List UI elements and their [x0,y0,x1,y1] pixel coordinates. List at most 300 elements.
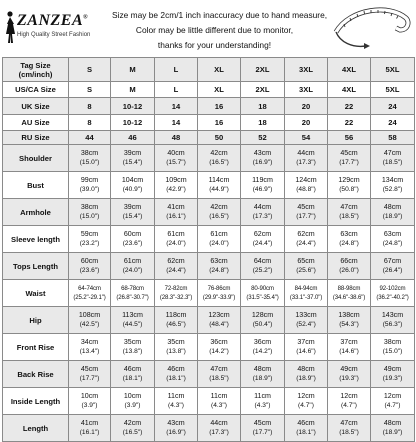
inch-value: (18.1") [122,375,143,382]
size-cell: 24 [371,115,415,131]
inch-value: (18.5") [339,213,359,220]
measurement-cell [285,145,328,172]
cm-value: 42cm [210,203,228,211]
header [0,0,416,56]
row-label: Tops Length [3,253,69,280]
size-cell: 8 [69,98,111,115]
brand-logo [3,10,113,50]
cm-value: 129cm [338,176,360,184]
inch-value: (16.5") [122,429,143,436]
measure-row [3,361,415,388]
cm-value: 113cm [122,311,143,319]
cm-value: 63cm [210,257,228,265]
measurement-cell [285,172,328,199]
inch-value: (4.7") [298,402,314,409]
size-cell: 52 [241,131,285,145]
inch-value: (19.3") [339,375,359,382]
size-cell: 20 [285,115,328,131]
measurement-cell [285,253,328,280]
cm-value: 47cm [210,365,228,373]
inch-value: (4.3") [254,402,271,409]
size-cell: 18 [241,115,285,131]
cm-value: 138cm [338,311,360,319]
row-label: Inside Length [3,388,69,415]
size-cell: 54 [285,131,328,145]
inch-value: (14.6") [339,348,359,355]
inch-value: (34.6"-38.6") [332,294,366,301]
size-cell: 22 [328,115,371,131]
measure-row [3,334,415,361]
inch-value: (15.0") [382,348,403,355]
measurement-cell [155,280,198,307]
size-chart-table [2,57,415,442]
row-label: Armhole [3,199,69,226]
measurement-cell [328,253,371,280]
row-label: Length [3,415,69,442]
cm-value: 45cm [253,419,272,427]
cm-value: 64-74cm [78,285,101,292]
cm-value: 12cm [340,392,358,400]
inch-value: (33.1"-37.0") [289,294,323,301]
cm-value: 43cm [167,419,185,427]
measurement-cell [69,172,111,199]
cm-value: 109cm [165,176,187,184]
size-cell: M [111,82,155,98]
size-cell: 16 [198,115,241,131]
inch-value: (13.8") [166,348,186,355]
cm-value: 42cm [210,149,228,157]
measurement-cell [198,145,241,172]
inch-value: (24.4") [166,267,186,274]
cm-value: 104cm [121,176,144,184]
measure-row [3,415,415,442]
cm-value: 45cm [80,365,99,373]
measurement-cell [111,415,155,442]
measurement-cell [198,280,241,307]
size-header-row [3,58,415,82]
measurement-cell [285,415,328,442]
size-cell: 4XL [328,82,371,98]
row-label: Waist [3,280,69,307]
inch-value: (24.4") [296,240,316,247]
cm-value: 48cm [383,419,402,427]
size-cell: 14 [155,115,198,131]
cm-value: 99cm [80,176,99,184]
measurement-cell [371,172,415,199]
inch-value: (31.5"-35.4") [246,294,279,301]
cm-value: 46cm [123,365,142,373]
cm-value: 41cm [80,419,99,427]
measurement-cell [198,334,241,361]
row-label: Sleeve length [3,226,69,253]
measurement-cell [371,334,415,361]
measurement-cell [111,361,155,388]
measurement-cell [285,388,328,415]
size-cell: 3XL [285,58,328,82]
measurement-cell [111,307,155,334]
cm-value: 66cm [340,257,358,265]
cm-value: 133cm [295,311,317,319]
measurement-cell [371,307,415,334]
measurement-cell [69,307,111,334]
cm-value: 63cm [383,230,402,238]
inch-value: (17.3") [296,159,316,166]
size-cell: 3XL [285,82,328,98]
size-cell: 10-12 [111,98,155,115]
cm-value: 12cm [297,392,315,400]
inch-value: (4.3") [168,402,184,409]
cm-value: 67cm [383,257,402,265]
size-cell: L [155,58,198,82]
measurement-cell [371,415,415,442]
inch-value: (4.3") [211,402,227,409]
size-header-row [3,98,415,115]
inch-value: (18.5") [382,159,403,166]
inch-value: (39.0") [79,186,100,193]
cm-value: 42cm [123,419,142,427]
cm-value: 48cm [383,203,402,211]
cm-value: 38cm [80,149,99,157]
inch-value: (24.8") [209,267,229,274]
cm-value: 62cm [167,257,185,265]
inch-value: (17.3") [252,213,273,220]
inch-value: (14.2") [252,348,273,355]
measure-row [3,145,415,172]
cm-value: 11cm [210,392,228,400]
size-cell: XL [198,82,241,98]
measurement-cell [69,253,111,280]
size-cell: M [111,58,155,82]
cm-value: 68-78cm [121,285,144,292]
inch-value: (46.9") [252,186,273,193]
measurement-cell [155,226,198,253]
inch-value: (25.2") [252,267,273,274]
size-cell: XL [198,58,241,82]
cm-value: 44cm [210,419,228,427]
measurement-cell [155,199,198,226]
row-label: RU Size [3,131,69,145]
inch-value: (23.2") [79,240,100,247]
inch-value: (18.1") [166,375,186,382]
measurement-cell [328,280,371,307]
inch-value: (17.7") [296,213,316,220]
size-cell: 20 [285,98,328,115]
cm-value: 62cm [253,230,272,238]
inch-value: (16.1") [79,429,100,436]
cm-value: 118cm [165,311,187,319]
cm-value: 44cm [297,149,315,157]
inch-value: (4.7") [341,402,357,409]
measurement-cell [155,307,198,334]
inch-value: (13.8") [122,348,143,355]
brand-tagline: High Quality Street Fashion [17,32,91,38]
measurement-cell [69,388,111,415]
row-label: Tag Size (cm/inch) [3,58,69,82]
measurement-cell [111,253,155,280]
cm-value: 38cm [80,203,99,211]
notice-line: Size may be 2cm/1 inch inaccuracy due to hand measure, [112,10,328,20]
measurement-cell [155,415,198,442]
size-cell: 18 [241,98,285,115]
measurement-cell [198,172,241,199]
measurement-cell [285,307,328,334]
measure-row [3,253,415,280]
measurement-cell [371,226,415,253]
inch-value: (15.0") [79,159,100,166]
measurement-cell [241,415,285,442]
row-label: Bust [3,172,69,199]
measurement-cell [155,172,198,199]
inch-value: (42.9") [166,186,186,193]
notice-line: Color may be little different due to monitor, [135,25,294,35]
row-label: Shoulder [3,145,69,172]
cm-value: 88-98cm [337,285,361,292]
measurement-cell [198,388,241,415]
cm-value: 43cm [253,149,272,157]
inch-value: (18.9") [382,213,403,220]
cm-value: 119cm [252,176,273,184]
inch-value: (18.1") [296,429,316,436]
inch-value: (15.4") [122,159,143,166]
measurement-cell [285,280,328,307]
cm-value: 65cm [297,257,315,265]
cm-value: 114cm [208,176,230,184]
measurement-cell [69,361,111,388]
size-cell: 5XL [371,82,415,98]
cm-value: 108cm [78,311,101,319]
measurement-cell [198,361,241,388]
inch-value: (50.8") [339,186,359,193]
measurement-cell [285,226,328,253]
cm-value: 44cm [253,203,272,211]
inch-value: (15.4") [122,213,143,220]
woman-silhouette-icon [3,10,17,44]
cm-value: 72-82cm [164,285,188,292]
measurement-cell [328,145,371,172]
row-label: US/CA Size [3,82,69,98]
cm-value: 47cm [383,149,402,157]
inch-value: (24.0") [122,267,143,274]
cm-value: 128cm [251,311,274,319]
measure-row [3,226,415,253]
inch-value: (18.5") [209,375,229,382]
inch-value: (19.3") [382,375,403,382]
measurement-cell [69,280,111,307]
measure-row [3,172,415,199]
cm-value: 41cm [167,203,185,211]
cm-value: 62cm [297,230,315,238]
measurement-cell [328,361,371,388]
measuring-tape-icon [330,2,412,54]
inch-value: (16.9") [252,159,273,166]
cm-value: 40cm [167,149,185,157]
measurement-cell [198,199,241,226]
inch-value: (16.5") [209,213,229,220]
size-cell: 16 [198,98,241,115]
measurement-cell [371,199,415,226]
size-header-row [3,82,415,98]
cm-value: 45cm [297,203,315,211]
cm-value: 35cm [123,338,142,346]
cm-value: 47cm [340,203,358,211]
inch-value: (15.7") [166,159,186,166]
measurement-cell [241,172,285,199]
measurement-cell [155,334,198,361]
measurement-cell [328,388,371,415]
inch-value: (24.0") [209,240,229,247]
size-header-row [3,115,415,131]
inch-value: (24.8") [382,240,403,247]
inch-value: (16.5") [209,159,229,166]
measurement-cell [111,172,155,199]
cm-value: 46cm [297,419,315,427]
inch-value: (3.9") [124,402,141,409]
measurement-cell [285,334,328,361]
size-cell: 48 [155,131,198,145]
size-cell: 4XL [328,58,371,82]
measurement-cell [69,334,111,361]
measure-row [3,388,415,415]
inch-value: (52.4") [296,321,316,328]
measurement-cell [198,307,241,334]
inch-value: (14.2") [209,348,229,355]
size-header-row [3,131,415,145]
size-cell: S [69,82,111,98]
cm-value: 10cm [123,392,142,400]
notice-line: thanks for your understanding! [157,40,272,50]
cm-value: 61cm [210,230,228,238]
measurement-cell [371,145,415,172]
size-cell: 2XL [241,58,285,82]
cm-value: 80-90cm [251,285,274,292]
cm-value: 143cm [381,311,404,319]
cm-value: 63cm [340,230,358,238]
measurement-cell [155,361,198,388]
measurement-cell [241,253,285,280]
measurement-cell [69,145,111,172]
inch-value: (16.1") [166,213,186,220]
inch-value: (18.9") [382,429,403,436]
cm-value: 92-102cm [379,285,406,292]
size-cell: 8 [69,115,111,131]
inch-value: (46.5") [166,321,186,328]
cm-value: 36cm [253,338,272,346]
size-cell: S [69,58,111,82]
measurement-cell [241,334,285,361]
inch-value: (23.6") [122,240,143,247]
cm-value: 76-86cm [207,285,231,292]
cm-value: 60cm [123,230,142,238]
cm-value: 48cm [253,365,272,373]
cm-value: 10cm [80,392,99,400]
measurement-cell [241,388,285,415]
row-label: Front Rise [3,334,69,361]
inch-value: (25.6") [296,267,316,274]
measurement-cell [198,226,241,253]
measurement-cell [241,307,285,334]
inch-value: (15.0") [79,213,100,220]
cm-value: 37cm [297,338,315,346]
row-label: Back Rise [3,361,69,388]
inch-value: (14.6") [296,348,316,355]
cm-value: 49cm [383,365,402,373]
inch-value: (26.4") [382,267,403,274]
cm-value: 123cm [208,311,230,319]
measurement-cell [111,145,155,172]
cm-value: 134cm [381,176,404,184]
inch-value: (18.9") [252,375,273,382]
measurement-cell [111,334,155,361]
inch-value: (36.2"-40.2") [376,294,409,301]
cm-value: 64cm [253,257,272,265]
measurement-cell [198,253,241,280]
inch-value: (3.9") [81,402,98,409]
measurement-cell [328,226,371,253]
brand-name: ZANZEA® [17,12,89,29]
inch-value: (17.7") [252,429,273,436]
cm-value: 39cm [123,203,142,211]
measurement-cell [285,199,328,226]
measurement-cell [328,199,371,226]
inch-value: (18.9") [296,375,316,382]
measurement-cell [241,226,285,253]
inch-value: (50.4") [252,321,273,328]
cm-value: 12cm [383,392,402,400]
measurement-cell [328,415,371,442]
cm-value: 61cm [167,230,185,238]
inch-value: (48.4") [209,321,229,328]
inch-value: (23.6") [79,267,100,274]
measurement-cell [198,415,241,442]
measurement-cell [371,361,415,388]
inch-value: (40.9") [122,186,143,193]
cm-value: 48cm [297,365,315,373]
cm-value: 34cm [80,338,99,346]
inch-value: (52.8") [382,186,403,193]
cm-value: 124cm [295,176,317,184]
inch-value: (44.9") [209,186,229,193]
cm-value: 37cm [340,338,358,346]
measurement-cell [371,253,415,280]
inch-value: (13.4") [79,348,100,355]
measurement-cell [371,388,415,415]
measurement-cell [111,280,155,307]
cm-value: 38cm [383,338,402,346]
measurement-cell [69,226,111,253]
inch-value: (24.8") [339,240,359,247]
inch-value: (4.7") [384,402,401,409]
inch-value: (24.4") [252,240,273,247]
inch-value: (17.3") [209,429,229,436]
measurement-cell [241,145,285,172]
measurement-cell [285,361,328,388]
inch-value: (54.3") [339,321,359,328]
cm-value: 46cm [167,365,185,373]
inch-value: (26.8"-30.7") [116,294,149,301]
cm-value: 60cm [80,257,99,265]
cm-value: 11cm [254,392,271,400]
inch-value: (24.0") [166,240,186,247]
row-label: UK Size [3,98,69,115]
cm-value: 39cm [123,149,142,157]
measurement-cell [111,199,155,226]
size-cell: L [155,82,198,98]
measurement-cell [328,334,371,361]
inch-value: (29.9"-33.9") [202,294,236,301]
cm-value: 45cm [340,149,358,157]
size-cell: 44 [69,131,111,145]
cm-value: 36cm [210,338,228,346]
